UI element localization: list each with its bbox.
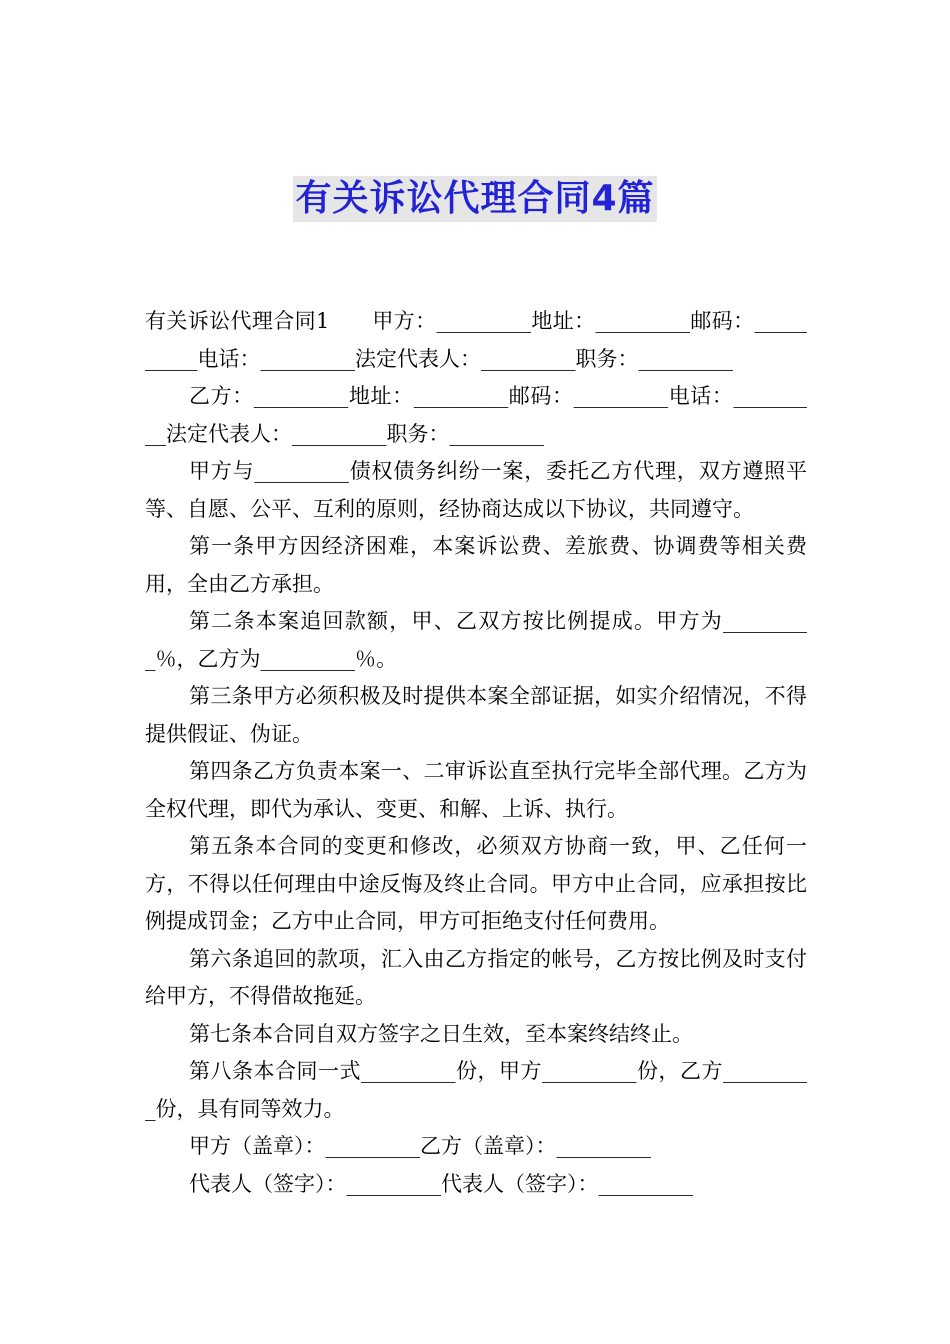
paragraph-article-8: 第八条本合同一式_________份，甲方_________份，乙方_________份，具有同等效力。 (145, 1059, 807, 1121)
paragraph-party-a-info: 有关诉讼代理合同1 甲方：_________地址：_________邮码：__________电话：_________法定代表人：_________职务：_________ (145, 309, 807, 371)
paragraph-signature-line: 代表人（签字）：_________代表人（签字）：_________ (189, 1171, 693, 1196)
paragraph-party-b-info: 乙方：_________地址：_________邮码：_________电话：_________法定代表人：_________职务：_________ (145, 384, 807, 446)
paragraph-seal-line: 甲方（盖章）：_________乙方（盖章）：_________ (189, 1134, 651, 1158)
paragraph-intro: 甲方与_________债权债务纠纷一案，委托乙方代理，双方遵照平等、自愿、公平、互利的原则，经协商达成以下协议，共同遵守。 (145, 459, 807, 521)
document-title: 有关诉讼代理合同4篇 (293, 176, 656, 222)
paragraph-article-7: 第七条本合同自双方签字之日生效，至本案终结终止。 (189, 1021, 693, 1046)
paragraph-article-4: 第四条乙方负责本案一、二审诉讼直至执行完毕全部代理。乙方为全权代理，即代为承认、变更、和解、上诉、执行。 (145, 759, 807, 821)
paragraph-article-6: 第六条追回的款项，汇入由乙方指定的帐号，乙方按比例及时支付给甲方，不得借故拖延。 (145, 946, 807, 1008)
paragraph-article-1: 第一条甲方因经济困难，本案诉讼费、差旅费、协调费等相关费用，全由乙方承担。 (145, 534, 807, 596)
document-body (145, 303, 807, 1203)
paragraph-article-2: 第二条本案追回款额，甲、乙双方按比例提成。甲方为_________％，乙方为_________％。 (145, 609, 807, 671)
paragraph-article-3: 第三条甲方必须积极及时提供本案全部证据，如实介绍情况，不得提供假证、伪证。 (145, 684, 807, 746)
title-container (0, 176, 950, 222)
paragraph-article-5: 第五条本合同的变更和修改，必须双方协商一致，甲、乙任何一方，不得以任何理由中途反悔及终止合同。甲方中止合同，应承担按比例提成罚金；乙方中止合同，甲方可拒绝支付任何费用。 (145, 834, 807, 933)
